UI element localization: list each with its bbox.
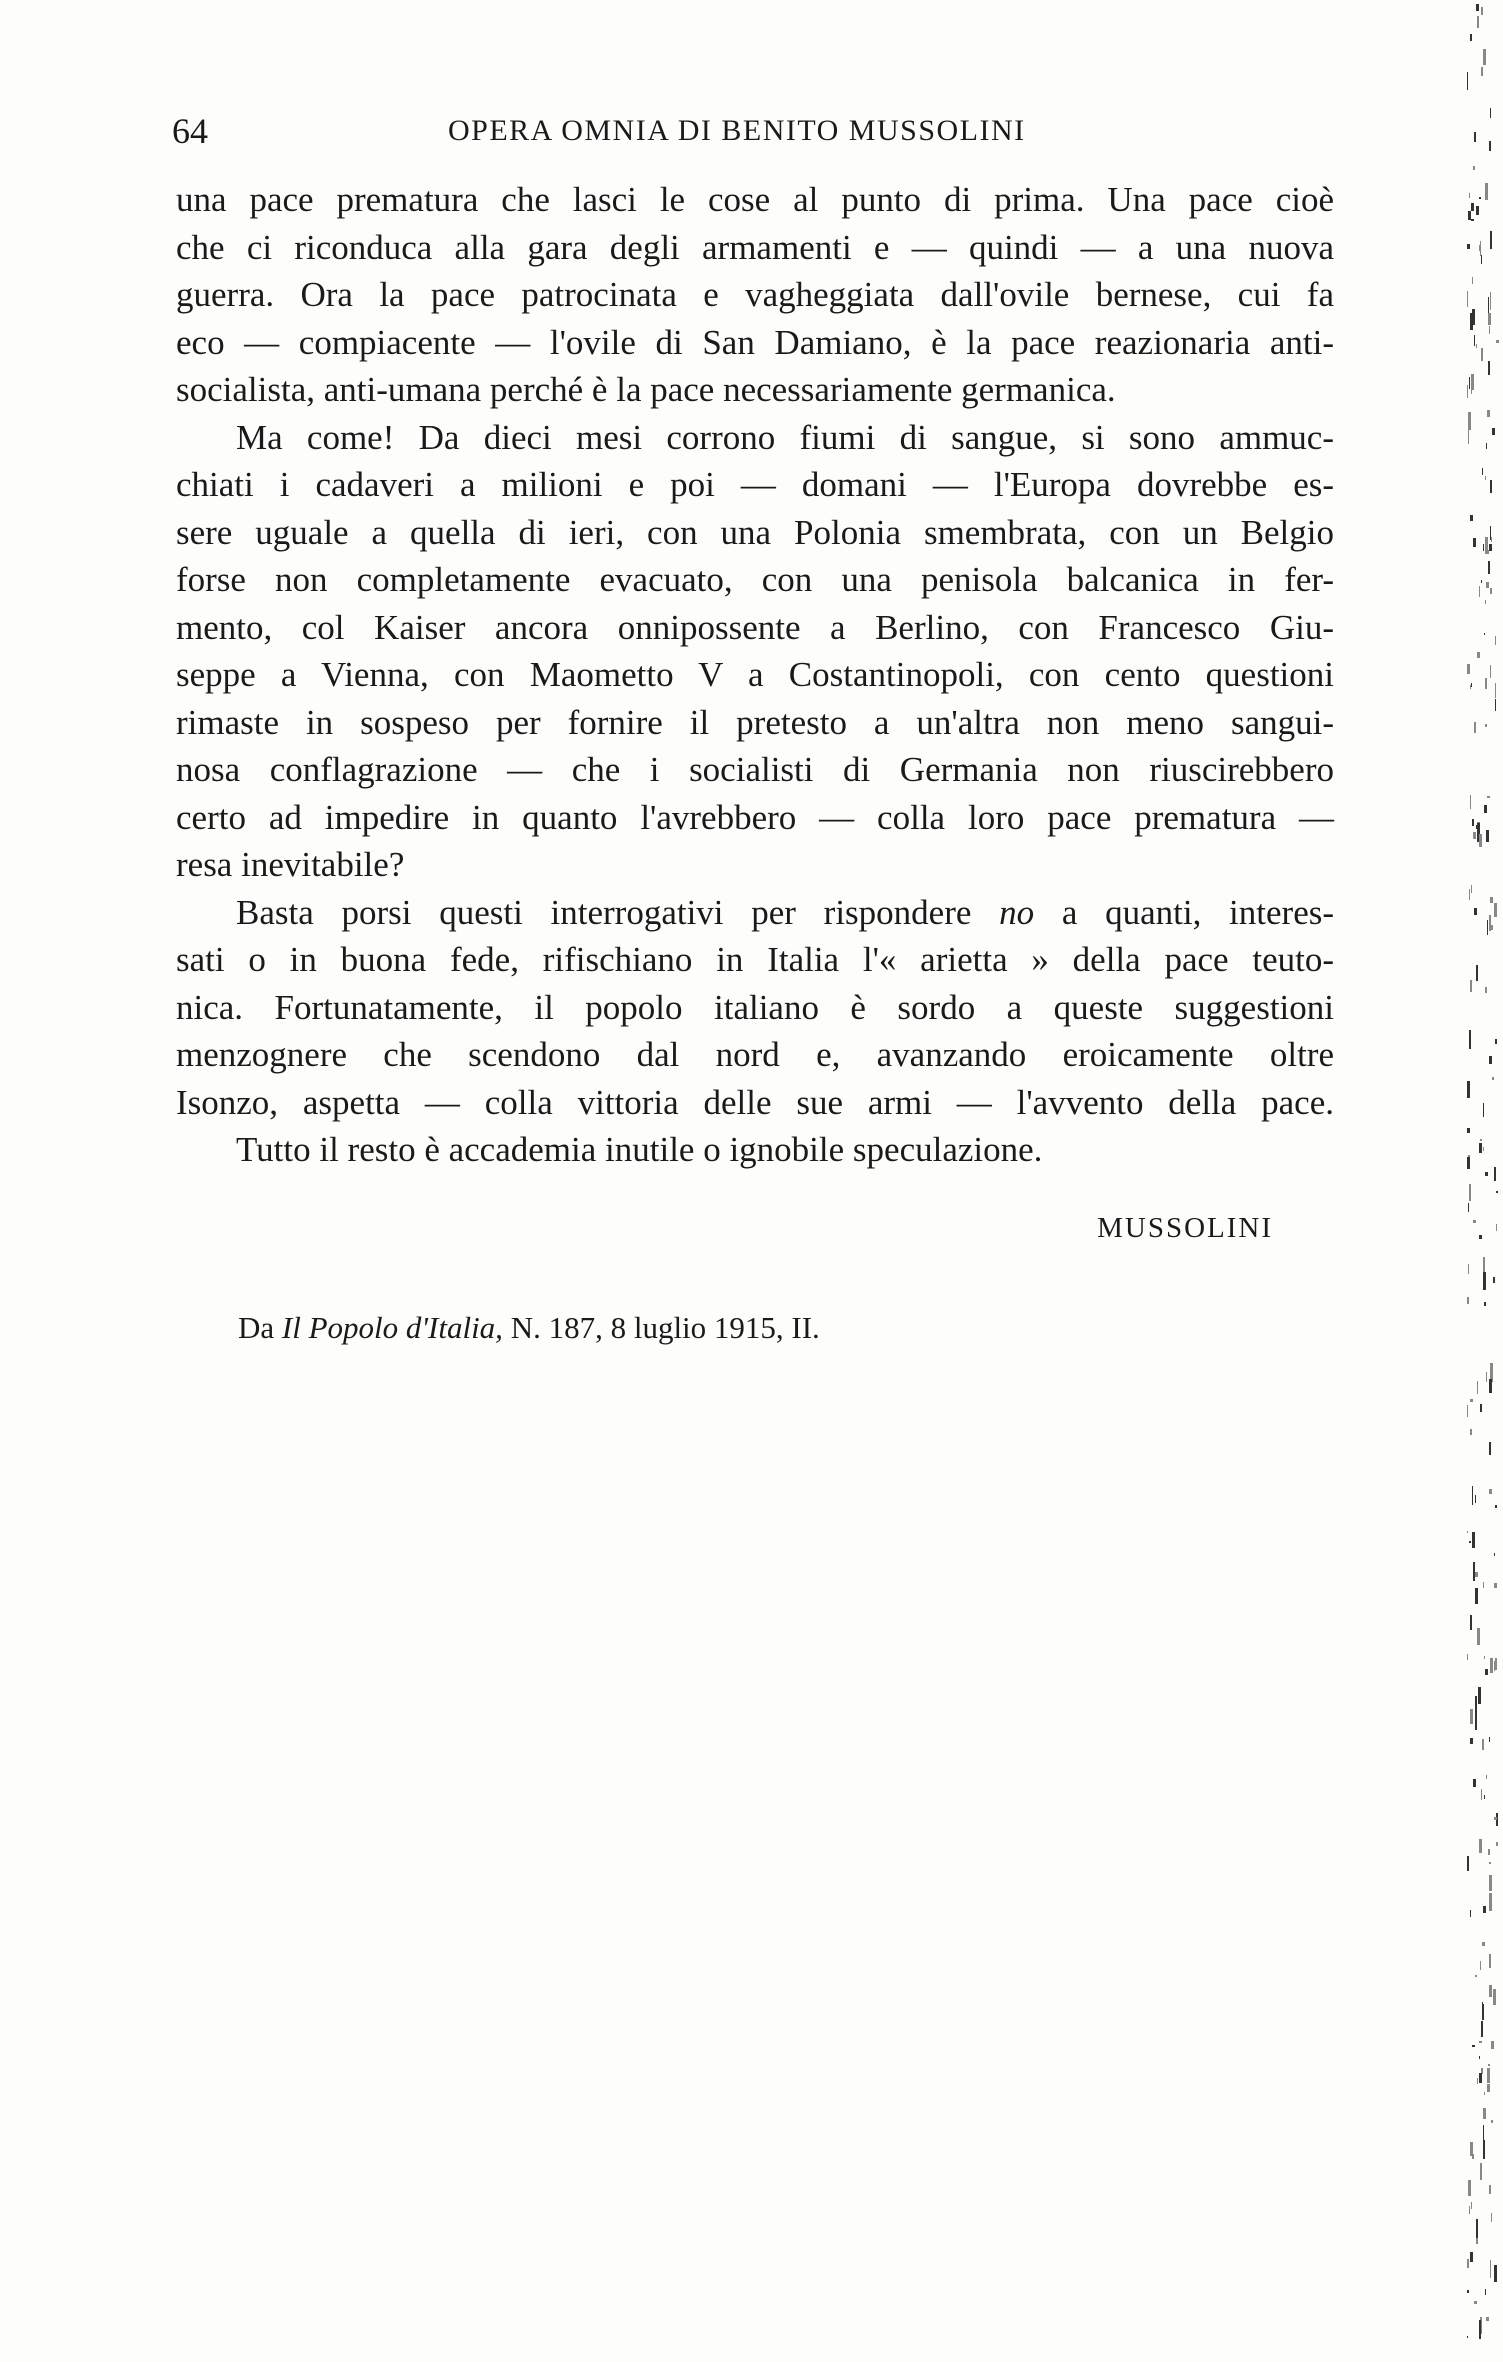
scan-speck bbox=[1495, 1505, 1497, 1508]
scan-speck bbox=[1490, 480, 1492, 493]
scan-speck bbox=[1489, 1442, 1491, 1455]
scan-speck bbox=[1485, 476, 1486, 480]
scan-speck bbox=[1470, 1910, 1471, 1917]
scan-speck bbox=[1467, 291, 1468, 307]
scan-speck bbox=[1486, 1372, 1487, 1382]
scan-speck bbox=[1489, 544, 1492, 551]
scan-speck bbox=[1491, 925, 1493, 930]
scan-speck bbox=[1480, 2163, 1482, 2180]
scan-speck bbox=[1475, 1588, 1478, 1604]
scan-speck bbox=[1490, 665, 1491, 678]
text-line: chiati i cadaveri a milioni e poi — domani — l'Europa dovrebbe es- bbox=[176, 465, 1334, 504]
scan-speck bbox=[1481, 67, 1483, 76]
scan-speck bbox=[1474, 2301, 1477, 2304]
scan-speck bbox=[1467, 1081, 1470, 1098]
scan-speck bbox=[1479, 834, 1482, 847]
scan-speck bbox=[1489, 1379, 1492, 1393]
scan-speck bbox=[1490, 526, 1491, 540]
text-line: guerra. Ora la pace patrocinata e vagheggiata dall'ovile bernese, cui fa bbox=[176, 275, 1334, 314]
scan-speck bbox=[1473, 832, 1476, 839]
scan-speck bbox=[1471, 885, 1472, 893]
scan-speck bbox=[1479, 2041, 1482, 2043]
text-line: una pace prematura che lasci le cose al punto di prima. Una pace cioè bbox=[176, 180, 1334, 219]
scan-speck bbox=[1476, 4, 1479, 11]
scan-speck bbox=[1479, 197, 1481, 199]
scan-speck bbox=[1483, 1103, 1484, 1117]
scan-speck bbox=[1472, 1486, 1473, 1505]
scan-speck bbox=[1489, 1985, 1492, 1997]
scan-speck bbox=[1489, 1954, 1491, 1968]
text-line: certo ad impedire in quanto l'avrebbero — colla loro pace prematura — bbox=[176, 797, 1334, 837]
scan-speck bbox=[1485, 183, 1488, 200]
scan-speck bbox=[1485, 678, 1487, 689]
scan-speck bbox=[1487, 2068, 1490, 2083]
scan-speck bbox=[1473, 1220, 1476, 1223]
text-line: forse non completamente evacuato, con una penisola balcanica in fer- bbox=[176, 560, 1334, 599]
scan-speck bbox=[1470, 795, 1471, 809]
scan-speck bbox=[1479, 1235, 1482, 1239]
scan-speck bbox=[1494, 903, 1497, 917]
scan-speck bbox=[1473, 166, 1475, 170]
scan-speck bbox=[1496, 340, 1499, 343]
scan-speck bbox=[1473, 1562, 1475, 1581]
scan-speck bbox=[1479, 586, 1480, 597]
scan-speck bbox=[1485, 537, 1488, 554]
scan-speck bbox=[1480, 1139, 1482, 1141]
scan-speck bbox=[1485, 1172, 1488, 1176]
scan-speck bbox=[1496, 1842, 1498, 1846]
scan-edge-shadow bbox=[1463, 0, 1503, 2362]
scan-speck bbox=[1491, 2120, 1493, 2123]
scan-speck bbox=[1471, 219, 1474, 221]
text-line: mento, col Kaiser ancora onnipossente a Berlino, con Francesco Giu- bbox=[176, 607, 1334, 647]
source-publication: Il Popolo d'Italia, bbox=[281, 1310, 503, 1345]
scan-speck bbox=[1495, 636, 1496, 645]
scan-speck bbox=[1479, 2320, 1481, 2339]
scan-speck bbox=[1484, 2092, 1485, 2095]
scan-speck bbox=[1483, 2108, 1486, 2119]
source-prefix: Da bbox=[238, 1310, 282, 1345]
scan-speck bbox=[1471, 203, 1474, 211]
text-line: resa inevitabile? bbox=[176, 845, 405, 884]
scan-speck bbox=[1483, 544, 1484, 551]
signature: MUSSOLINI bbox=[1097, 1212, 1273, 1244]
scan-speck bbox=[1484, 1302, 1486, 1306]
scan-speck bbox=[1476, 2219, 1478, 2233]
scan-speck bbox=[1475, 1572, 1478, 1577]
scan-speck bbox=[1486, 582, 1489, 588]
scan-speck bbox=[1467, 2290, 1469, 2293]
scan-speck bbox=[1485, 724, 1487, 727]
text-line: socialista, anti-umana perché è la pace necessariamente germanica. bbox=[176, 370, 1116, 409]
scan-speck bbox=[1467, 72, 1468, 90]
scan-speck bbox=[1479, 1839, 1482, 1853]
scan-speck bbox=[1491, 537, 1492, 542]
scan-speck bbox=[1476, 965, 1478, 981]
scan-speck bbox=[1482, 1942, 1485, 1946]
scan-speck bbox=[1489, 1737, 1490, 1742]
scan-speck bbox=[1469, 1541, 1471, 1543]
scan-speck bbox=[1469, 1030, 1471, 1049]
scan-speck bbox=[1494, 1817, 1497, 1820]
scan-speck bbox=[1480, 241, 1481, 256]
scan-speck bbox=[1495, 1039, 1497, 1044]
scan-speck bbox=[1490, 231, 1492, 249]
scan-speck bbox=[1469, 2206, 1470, 2214]
scan-speck bbox=[1494, 1583, 1497, 1588]
scan-speck bbox=[1493, 1989, 1496, 2005]
scan-speck bbox=[1489, 141, 1491, 151]
scan-speck bbox=[1494, 2265, 1497, 2282]
scan-speck bbox=[1474, 132, 1476, 142]
scan-speck bbox=[1478, 1687, 1481, 1704]
page-number: 64 bbox=[172, 111, 208, 151]
scan-speck bbox=[1489, 1893, 1492, 1911]
scan-speck bbox=[1483, 1147, 1484, 1151]
scan-speck bbox=[1467, 1297, 1469, 1304]
scan-speck bbox=[1481, 2021, 1483, 2037]
text-line: seppe a Vienna, con Maometto V a Costantinopoli, con cento questioni bbox=[176, 655, 1334, 694]
scan-speck bbox=[1470, 34, 1472, 41]
scan-speck bbox=[1488, 313, 1491, 325]
scan-speck bbox=[1485, 987, 1487, 993]
scan-speck bbox=[1469, 193, 1470, 198]
scan-speck bbox=[1475, 1975, 1477, 1977]
scan-speck bbox=[1496, 1224, 1497, 1231]
text-line: sere uguale a quella di ieri, con una Polonia smembrata, con un Belgio bbox=[176, 512, 1334, 552]
scan-speck bbox=[1489, 2185, 1491, 2194]
scan-speck bbox=[1489, 326, 1490, 334]
scan-speck bbox=[1491, 2213, 1492, 2222]
scan-speck bbox=[1485, 2289, 1486, 2295]
scan-speck bbox=[1467, 1157, 1470, 1169]
scan-speck bbox=[1479, 2073, 1482, 2083]
scan-speck bbox=[1477, 2078, 1478, 2084]
scan-speck bbox=[1488, 297, 1489, 314]
scan-speck bbox=[1472, 1532, 1475, 1548]
scan-speck bbox=[1470, 2142, 1473, 2156]
scan-speck bbox=[1484, 633, 1485, 635]
scan-speck bbox=[1479, 1143, 1482, 1153]
scan-speck bbox=[1485, 1669, 1488, 1675]
running-title: OPERA OMNIA DI BENITO MUSSOLINI bbox=[448, 114, 1026, 147]
body-text bbox=[176, 176, 1334, 1174]
scan-speck bbox=[1486, 830, 1489, 842]
scan-speck bbox=[1468, 427, 1469, 444]
scan-speck bbox=[1470, 1615, 1472, 1630]
scan-speck bbox=[1489, 1862, 1491, 1864]
scan-speck bbox=[1472, 819, 1474, 826]
scan-speck bbox=[1475, 1495, 1476, 1503]
scan-speck bbox=[1481, 255, 1482, 264]
scan-speck bbox=[1490, 897, 1493, 903]
scan-speck bbox=[1468, 2180, 1471, 2196]
scan-speck bbox=[1475, 1696, 1477, 1715]
scan-speck bbox=[1480, 1404, 1482, 1412]
scan-speck bbox=[1488, 561, 1490, 574]
scan-speck bbox=[1486, 443, 1487, 449]
scan-speck bbox=[1490, 108, 1491, 118]
scan-speck bbox=[1470, 1709, 1473, 1724]
scan-speck bbox=[1487, 920, 1488, 935]
scan-speck bbox=[1483, 1906, 1486, 1913]
scan-speck bbox=[1488, 2064, 1490, 2066]
scan-speck bbox=[1483, 49, 1486, 65]
scan-speck bbox=[1487, 410, 1490, 417]
scan-speck bbox=[1490, 2260, 1491, 2278]
scan-speck bbox=[1482, 468, 1483, 475]
scan-speck bbox=[1467, 385, 1468, 398]
scan-speck bbox=[1493, 1277, 1495, 1283]
scan-speck bbox=[1484, 1795, 1485, 1799]
scan-speck bbox=[1489, 1875, 1492, 1891]
text-line: nosa conflagrazione — che i socialisti di Germania non riuscirebbero bbox=[176, 750, 1334, 789]
scan-speck bbox=[1490, 292, 1491, 310]
scan-speck bbox=[1471, 374, 1474, 390]
text-line: rimaste in sospeso per fornire il pretesto a un'altra non meno sangui- bbox=[176, 702, 1334, 742]
scan-speck bbox=[1494, 1167, 1496, 1181]
text-line: Ma come! Da dieci mesi corrono fiumi di sangue, si sono ammuc- bbox=[236, 417, 1334, 457]
scan-speck bbox=[1487, 2084, 1490, 2092]
scan-speck bbox=[1495, 699, 1496, 711]
scan-speck bbox=[1472, 277, 1473, 284]
scan-speck bbox=[1489, 1489, 1492, 1494]
scan-speck bbox=[1472, 2045, 1475, 2047]
scan-speck bbox=[1480, 1961, 1481, 1970]
scan-speck bbox=[1467, 1405, 1468, 1417]
scan-speck bbox=[1468, 1203, 1469, 1212]
scan-speck bbox=[1485, 600, 1486, 604]
scan-speck bbox=[1481, 1789, 1482, 1800]
scan-speck bbox=[1486, 2317, 1489, 2321]
scan-speck bbox=[1488, 361, 1490, 375]
scan-speck bbox=[1482, 2002, 1483, 2013]
source-details: N. 187, 8 luglio 1915, II. bbox=[502, 1310, 820, 1345]
scan-speck bbox=[1477, 652, 1480, 658]
scan-speck bbox=[1481, 348, 1483, 361]
scan-speck bbox=[1468, 1264, 1469, 1274]
scan-speck bbox=[1481, 580, 1482, 583]
scan-speck bbox=[1467, 2336, 1468, 2338]
scan-speck bbox=[1470, 1399, 1473, 1402]
scan-speck bbox=[1496, 1191, 1498, 1193]
scan-speck bbox=[1484, 805, 1487, 813]
scan-speck bbox=[1471, 2202, 1472, 2209]
scan-speck bbox=[1490, 588, 1492, 594]
scan-speck bbox=[1473, 538, 1476, 547]
scan-speck bbox=[1471, 683, 1472, 687]
scan-speck bbox=[1470, 1738, 1473, 1744]
scan-speck bbox=[1483, 1582, 1484, 1588]
running-head bbox=[172, 110, 1332, 160]
scan-speck bbox=[1472, 309, 1475, 325]
text-line: che ci riconduca alla gara degli armamenti e — quindi — a una nuova bbox=[176, 227, 1334, 267]
scan-speck bbox=[1467, 1856, 1469, 1871]
scan-speck bbox=[1467, 1128, 1470, 1133]
scan-speck bbox=[1492, 1077, 1494, 1080]
scan-speck bbox=[1467, 1531, 1468, 1533]
scan-speck bbox=[1470, 2252, 1473, 2262]
scan-speck bbox=[1473, 1779, 1476, 1787]
source-note bbox=[238, 1310, 820, 1346]
scan-speck bbox=[1486, 1775, 1487, 1779]
scan-speck bbox=[1469, 889, 1470, 900]
text-line: Isonzo, aspetta — colla vittoria delle sue armi — l'avvento della pace. bbox=[176, 1082, 1334, 1122]
scan-speck bbox=[1495, 1658, 1497, 1670]
scan-speck bbox=[1469, 1184, 1471, 1201]
scan-speck bbox=[1467, 2259, 1469, 2268]
scan-speck bbox=[1483, 2140, 1485, 2159]
scan-speck bbox=[1482, 1739, 1484, 1750]
scan-speck bbox=[1469, 377, 1470, 389]
scan-speck bbox=[1488, 1849, 1490, 1855]
scan-speck bbox=[1494, 1553, 1495, 1556]
scan-speck bbox=[1476, 206, 1479, 215]
scan-speck bbox=[1484, 1656, 1485, 1659]
scan-speck bbox=[1481, 7, 1483, 15]
scan-speck bbox=[1494, 1661, 1495, 1671]
text-line: menzognere che scendono dal nord e, avanzando eroicamente oltre bbox=[176, 1035, 1334, 1074]
text-line: Basta porsi questi interrogativi per rispondere no a quanti, interes- bbox=[236, 892, 1335, 932]
scan-speck bbox=[1467, 1654, 1468, 1660]
scan-speck bbox=[1474, 908, 1477, 915]
scan-speck bbox=[1477, 1381, 1478, 1394]
scan-speck bbox=[1495, 683, 1496, 698]
scan-speck bbox=[1467, 664, 1470, 674]
scan-speck bbox=[1491, 2041, 1494, 2049]
scan-speck bbox=[1492, 428, 1495, 435]
scan-speck bbox=[1474, 335, 1475, 346]
scan-speck bbox=[1479, 2056, 1480, 2059]
emphasis: no bbox=[999, 892, 1035, 932]
text-line: Tutto il resto è accademia inutile o ignobile speculazione. bbox=[236, 1130, 1043, 1169]
scan-speck bbox=[1470, 515, 1473, 521]
scan-speck bbox=[1470, 1429, 1472, 1435]
scan-speck bbox=[1470, 980, 1472, 992]
scan-speck bbox=[1490, 1658, 1493, 1673]
scan-speck bbox=[1483, 2125, 1484, 2142]
scan-speck bbox=[1476, 344, 1477, 348]
scan-speck bbox=[1467, 244, 1470, 249]
scan-speck bbox=[1477, 16, 1479, 28]
scan-speck bbox=[1483, 1272, 1486, 1290]
text-line: nica. Fortunatamente, il popolo italiano è sordo a queste suggestioni bbox=[176, 987, 1334, 1027]
scan-speck bbox=[1489, 1056, 1492, 1064]
scan-speck bbox=[1474, 722, 1476, 733]
text-line: eco — compiacente — l'ovile di San Damiano, è la pace reazionaria anti- bbox=[176, 322, 1334, 362]
text-line: sati o in buona fede, rifischiano in Italia l'« arietta » della pace teuto- bbox=[176, 940, 1334, 979]
scan-speck bbox=[1487, 796, 1490, 798]
scan-speck bbox=[1477, 1628, 1480, 1645]
